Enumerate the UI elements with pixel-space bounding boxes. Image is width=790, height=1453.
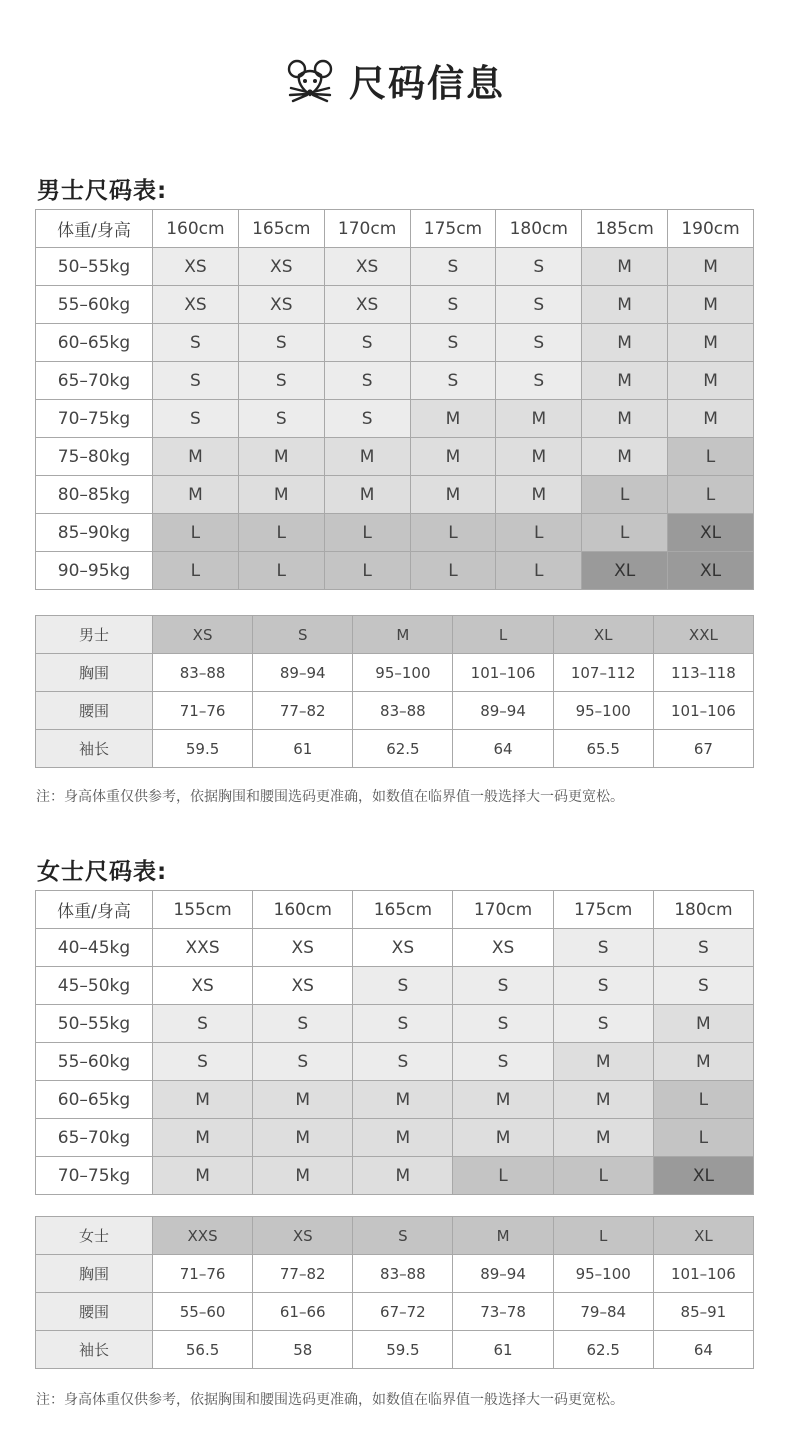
size-header-cell: XS <box>253 1217 353 1255</box>
size-cell: M <box>668 400 754 438</box>
table-row <box>36 1255 754 1293</box>
size-cell: M <box>653 1005 753 1043</box>
corner-cell: 女士 <box>36 1217 153 1255</box>
size-cell: L <box>238 552 324 590</box>
size-cell: M <box>582 438 668 476</box>
size-cell: S <box>324 324 410 362</box>
size-cell: S <box>653 929 753 967</box>
measure-label-cell: 腰围 <box>36 692 153 730</box>
size-cell: M <box>253 1119 353 1157</box>
corner-cell: 男士 <box>36 616 153 654</box>
measure-label-cell: 袖长 <box>36 1331 153 1369</box>
weight-cell: 50–55kg <box>36 248 153 286</box>
measure-label-cell: 腰围 <box>36 1293 153 1331</box>
corner-cell: 体重/身高 <box>36 891 153 929</box>
measure-value-cell: 65.5 <box>553 730 653 768</box>
height-header-cell: 170cm <box>324 210 410 248</box>
size-header-cell: S <box>253 616 353 654</box>
table-row <box>36 476 754 514</box>
size-cell: L <box>668 438 754 476</box>
size-cell: L <box>668 476 754 514</box>
weight-cell: 80–85kg <box>36 476 153 514</box>
size-cell: XS <box>153 967 253 1005</box>
size-cell: S <box>496 324 582 362</box>
size-header-cell: L <box>453 616 553 654</box>
size-cell: M <box>153 476 239 514</box>
table-row <box>36 1293 754 1331</box>
measure-value-cell: 58 <box>253 1331 353 1369</box>
size-cell: S <box>410 324 496 362</box>
height-header-cell: 185cm <box>582 210 668 248</box>
size-cell: L <box>153 552 239 590</box>
size-cell: S <box>153 1005 253 1043</box>
table-row <box>36 1081 754 1119</box>
measure-value-cell: 71–76 <box>153 692 253 730</box>
size-cell: XL <box>653 1157 753 1195</box>
size-cell: M <box>582 286 668 324</box>
table-row <box>36 692 754 730</box>
size-cell: S <box>353 1005 453 1043</box>
measure-value-cell: 61 <box>453 1331 553 1369</box>
size-cell: S <box>410 362 496 400</box>
women-measure-table <box>35 1216 754 1369</box>
weight-cell: 55–60kg <box>36 286 153 324</box>
measure-value-cell: 67 <box>653 730 753 768</box>
measure-label-cell: 胸围 <box>36 1255 153 1293</box>
measure-value-cell: 113–118 <box>653 654 753 692</box>
measure-value-cell: 77–82 <box>253 1255 353 1293</box>
size-cell: L <box>410 552 496 590</box>
size-cell: XS <box>153 286 239 324</box>
table-row <box>36 929 754 967</box>
size-cell: M <box>653 1043 753 1081</box>
size-cell: M <box>553 1081 653 1119</box>
measure-value-cell: 101–106 <box>453 654 553 692</box>
measure-value-cell: 59.5 <box>153 730 253 768</box>
size-header-cell: XL <box>553 616 653 654</box>
size-header-cell: M <box>353 616 453 654</box>
height-header-cell: 175cm <box>553 891 653 929</box>
weight-cell: 65–70kg <box>36 1119 153 1157</box>
size-cell: M <box>553 1119 653 1157</box>
measure-value-cell: 64 <box>653 1331 753 1369</box>
measure-value-cell: 55–60 <box>153 1293 253 1331</box>
size-header-cell: S <box>353 1217 453 1255</box>
size-cell: M <box>238 438 324 476</box>
size-cell: M <box>153 1081 253 1119</box>
weight-cell: 70–75kg <box>36 1157 153 1195</box>
size-cell: M <box>668 248 754 286</box>
size-cell: L <box>653 1119 753 1157</box>
size-cell: M <box>253 1157 353 1195</box>
size-cell: M <box>668 362 754 400</box>
measure-value-cell: 83–88 <box>353 692 453 730</box>
measure-value-cell: 101–106 <box>653 1255 753 1293</box>
size-cell: S <box>324 362 410 400</box>
table-row <box>36 286 754 324</box>
table-row <box>36 654 754 692</box>
measure-value-cell: 73–78 <box>453 1293 553 1331</box>
measure-value-cell: 95–100 <box>353 654 453 692</box>
size-cell: XS <box>353 929 453 967</box>
size-cell: XL <box>668 514 754 552</box>
size-cell: M <box>253 1081 353 1119</box>
women-section-title: 女士尺码表: <box>37 859 168 885</box>
measure-value-cell: 95–100 <box>553 692 653 730</box>
table-row <box>36 552 754 590</box>
height-header-cell: 175cm <box>410 210 496 248</box>
height-header-cell: 160cm <box>253 891 353 929</box>
size-cell: XS <box>253 929 353 967</box>
height-header-cell: 180cm <box>653 891 753 929</box>
size-cell: L <box>553 1157 653 1195</box>
women-size-table <box>35 890 754 1195</box>
size-cell: M <box>324 476 410 514</box>
table-row <box>36 967 754 1005</box>
measure-value-cell: 107–112 <box>553 654 653 692</box>
measure-value-cell: 56.5 <box>153 1331 253 1369</box>
size-cell: XS <box>324 286 410 324</box>
size-cell: M <box>496 400 582 438</box>
size-cell: S <box>653 967 753 1005</box>
table-row <box>36 1005 754 1043</box>
corner-cell: 体重/身高 <box>36 210 153 248</box>
size-cell: S <box>496 286 582 324</box>
size-cell: XS <box>238 286 324 324</box>
table-row <box>36 438 754 476</box>
size-cell: S <box>238 324 324 362</box>
size-cell: L <box>453 1157 553 1195</box>
table-row <box>36 400 754 438</box>
height-header-cell: 190cm <box>668 210 754 248</box>
table-header-row <box>36 616 754 654</box>
weight-cell: 50–55kg <box>36 1005 153 1043</box>
size-cell: S <box>496 248 582 286</box>
size-cell: S <box>553 967 653 1005</box>
size-cell: S <box>153 400 239 438</box>
size-cell: S <box>238 362 324 400</box>
size-header-cell: XL <box>653 1217 753 1255</box>
measure-value-cell: 64 <box>453 730 553 768</box>
size-cell: M <box>410 476 496 514</box>
size-cell: M <box>153 438 239 476</box>
size-cell: M <box>668 286 754 324</box>
table-header-row <box>36 1217 754 1255</box>
measure-value-cell: 89–94 <box>453 692 553 730</box>
measure-value-cell: 62.5 <box>353 730 453 768</box>
weight-cell: 60–65kg <box>36 1081 153 1119</box>
size-cell: S <box>238 400 324 438</box>
size-cell: XS <box>253 967 353 1005</box>
measure-value-cell: 77–82 <box>253 692 353 730</box>
size-cell: M <box>553 1043 653 1081</box>
women-note: 注：身高体重仅供参考，依据胸围和腰围选码更准确，如数值在临界值一般选择大一码更宽松。 <box>36 1392 624 1408</box>
size-cell: M <box>496 438 582 476</box>
size-cell: M <box>453 1081 553 1119</box>
size-cell: L <box>324 514 410 552</box>
page-header <box>0 52 790 108</box>
size-cell: L <box>238 514 324 552</box>
measure-value-cell: 59.5 <box>353 1331 453 1369</box>
size-cell: L <box>410 514 496 552</box>
size-cell: S <box>453 1005 553 1043</box>
size-cell: M <box>410 400 496 438</box>
size-cell: M <box>153 1157 253 1195</box>
size-cell: S <box>410 248 496 286</box>
men-section-title: 男士尺码表: <box>37 178 168 204</box>
mouse-icon <box>285 55 335 105</box>
size-header-cell: XXS <box>153 1217 253 1255</box>
size-cell: XL <box>582 552 668 590</box>
weight-cell: 75–80kg <box>36 438 153 476</box>
measure-value-cell: 83–88 <box>153 654 253 692</box>
measure-label-cell: 袖长 <box>36 730 153 768</box>
size-cell: L <box>653 1081 753 1119</box>
table-row <box>36 730 754 768</box>
measure-value-cell: 95–100 <box>553 1255 653 1293</box>
table-row <box>36 1119 754 1157</box>
measure-value-cell: 89–94 <box>453 1255 553 1293</box>
size-cell: M <box>582 362 668 400</box>
height-header-cell: 170cm <box>453 891 553 929</box>
size-cell: XS <box>453 929 553 967</box>
size-cell: M <box>582 400 668 438</box>
size-cell: XS <box>153 248 239 286</box>
size-cell: M <box>353 1081 453 1119</box>
weight-cell: 90–95kg <box>36 552 153 590</box>
measure-value-cell: 61–66 <box>253 1293 353 1331</box>
size-cell: S <box>324 400 410 438</box>
weight-cell: 65–70kg <box>36 362 153 400</box>
size-header-cell: M <box>453 1217 553 1255</box>
size-cell: S <box>253 1043 353 1081</box>
table-row <box>36 1157 754 1195</box>
table-row <box>36 324 754 362</box>
size-cell: S <box>496 362 582 400</box>
size-cell: L <box>153 514 239 552</box>
size-cell: M <box>153 1119 253 1157</box>
size-cell: L <box>496 552 582 590</box>
measure-value-cell: 83–88 <box>353 1255 453 1293</box>
size-cell: XS <box>238 248 324 286</box>
size-cell: M <box>238 476 324 514</box>
size-cell: XXS <box>153 929 253 967</box>
size-cell: L <box>582 476 668 514</box>
size-header-cell: XS <box>153 616 253 654</box>
measure-value-cell: 67–72 <box>353 1293 453 1331</box>
table-row <box>36 1331 754 1369</box>
size-cell: S <box>253 1005 353 1043</box>
table-header-row <box>36 210 754 248</box>
men-measure-table <box>35 615 754 768</box>
height-header-cell: 160cm <box>153 210 239 248</box>
size-header-cell: L <box>553 1217 653 1255</box>
table-header-row <box>36 891 754 929</box>
size-cell: M <box>668 324 754 362</box>
size-cell: M <box>453 1119 553 1157</box>
table-row <box>36 248 754 286</box>
size-cell: S <box>353 967 453 1005</box>
height-header-cell: 165cm <box>238 210 324 248</box>
measure-value-cell: 61 <box>253 730 353 768</box>
size-header-cell: XXL <box>653 616 753 654</box>
table-row <box>36 514 754 552</box>
measure-value-cell: 62.5 <box>553 1331 653 1369</box>
measure-value-cell: 89–94 <box>253 654 353 692</box>
weight-cell: 55–60kg <box>36 1043 153 1081</box>
page-title: 尺码信息 <box>349 62 505 105</box>
weight-cell: 60–65kg <box>36 324 153 362</box>
weight-cell: 70–75kg <box>36 400 153 438</box>
weight-cell: 45–50kg <box>36 967 153 1005</box>
men-note: 注：身高体重仅供参考，依据胸围和腰围选码更准确，如数值在临界值一般选择大一码更宽松。 <box>36 789 624 805</box>
measure-value-cell: 101–106 <box>653 692 753 730</box>
size-cell: S <box>153 362 239 400</box>
weight-cell: 85–90kg <box>36 514 153 552</box>
size-cell: S <box>453 967 553 1005</box>
measure-value-cell: 85–91 <box>653 1293 753 1331</box>
size-cell: S <box>553 929 653 967</box>
size-cell: M <box>353 1119 453 1157</box>
size-cell: M <box>324 438 410 476</box>
size-cell: S <box>153 324 239 362</box>
size-cell: L <box>324 552 410 590</box>
table-row <box>36 362 754 400</box>
size-cell: S <box>553 1005 653 1043</box>
size-cell: S <box>453 1043 553 1081</box>
height-header-cell: 165cm <box>353 891 453 929</box>
weight-cell: 40–45kg <box>36 929 153 967</box>
size-cell: S <box>153 1043 253 1081</box>
size-cell: M <box>582 248 668 286</box>
height-header-cell: 155cm <box>153 891 253 929</box>
size-cell: L <box>496 514 582 552</box>
men-size-table <box>35 209 754 590</box>
measure-label-cell: 胸围 <box>36 654 153 692</box>
table-row <box>36 1043 754 1081</box>
size-cell: S <box>353 1043 453 1081</box>
size-cell: M <box>496 476 582 514</box>
height-header-cell: 180cm <box>496 210 582 248</box>
measure-value-cell: 79–84 <box>553 1293 653 1331</box>
size-cell: S <box>410 286 496 324</box>
size-cell: XL <box>668 552 754 590</box>
size-cell: L <box>582 514 668 552</box>
size-cell: XS <box>324 248 410 286</box>
measure-value-cell: 71–76 <box>153 1255 253 1293</box>
size-cell: M <box>582 324 668 362</box>
size-cell: M <box>410 438 496 476</box>
size-cell: M <box>353 1157 453 1195</box>
